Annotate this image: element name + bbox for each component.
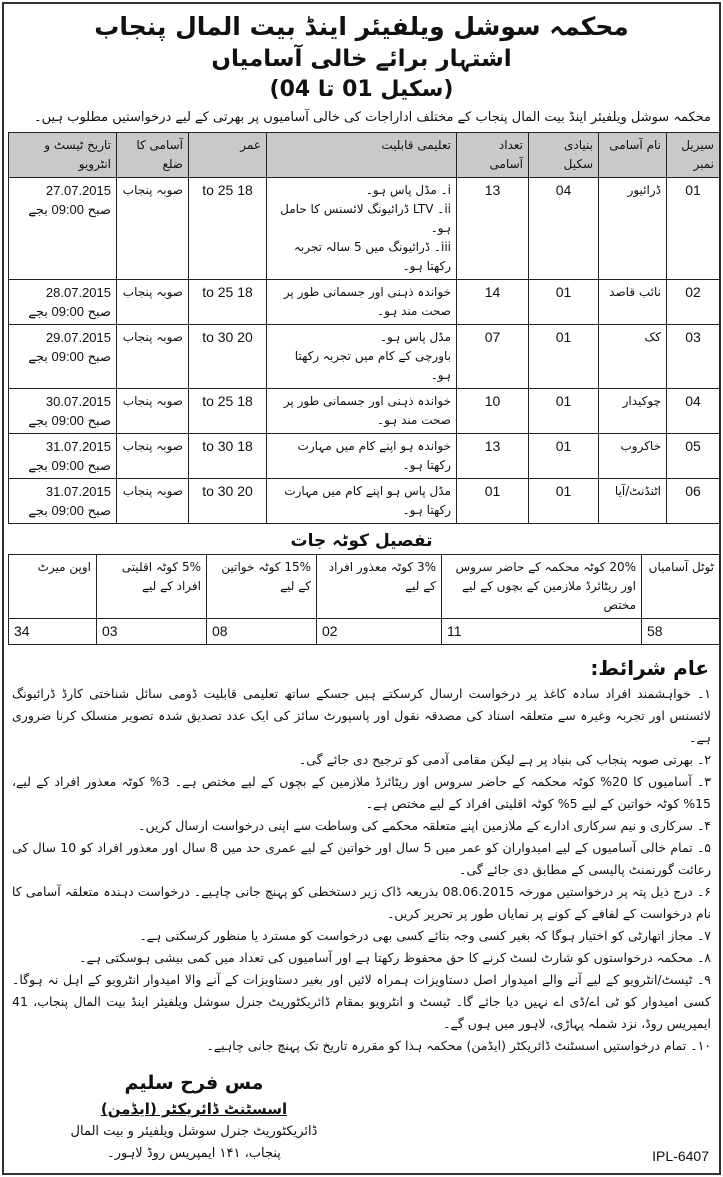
condition-item: ۲۔ بھرتی صوبہ پنجاب کی بنیاد پر ہے لیکن مقامی آدمی کو ترجیح دی جائے گی۔ xyxy=(298,752,711,768)
qualification-line: خواندہ ذہنی اور جسمانی طور پر صحت مند ہو۔ xyxy=(283,285,451,319)
quota-header: 3% کوٹہ معذور افراد کے لیے xyxy=(317,555,442,619)
interview-date-cell xyxy=(9,280,117,325)
interview-date: 31.07.2015 xyxy=(45,439,111,455)
district-cell: صوبہ پنجاب xyxy=(117,325,189,389)
column-header: نام آسامی xyxy=(599,133,667,178)
qualification-line: باورچی کے کام میں تجربہ رکھتا ہو۔ xyxy=(294,349,451,383)
post-count-cell: 10 xyxy=(457,389,529,434)
table-row xyxy=(9,479,720,524)
table-row xyxy=(9,178,720,280)
interview-time: صبح 09:00 بجے xyxy=(28,304,111,320)
table-row xyxy=(9,325,720,389)
table-row xyxy=(9,389,720,434)
serial-cell: 01 xyxy=(667,178,720,280)
scale-cell: 01 xyxy=(529,389,599,434)
serial-cell: 05 xyxy=(667,434,720,479)
qualification-cell xyxy=(267,389,457,434)
quota-table xyxy=(8,554,720,645)
vacancies-table xyxy=(8,132,720,524)
serial-cell: 06 xyxy=(667,479,720,524)
condition-item: ۵۔ تمام خالی آسامیوں کے لیے امیدواران کو عمر میں 5 سال اور خواتین کے لیے عمری حد میں 8 سال اور معذور افراد کو 10 سال کی رعائت گورنمنٹ پالیسی کے مطابق دی جائے گی۔ xyxy=(12,840,711,878)
quota-header: اوپن میرٹ xyxy=(9,555,97,619)
column-header: بنیادی سکیل xyxy=(529,133,599,178)
column-header: آسامی کا ضلع xyxy=(117,133,189,178)
condition-item: ۱۔ خواہشمند افراد سادہ کاغذ پر درخواست ارسال کرسکتے ہیں جسکے ساتھ تعلیمی قابلیت ڈومی سائل شناختی کارڈ ڈرائیونگ لائسنس اور تجربہ وغیرہ سے متعلقہ اسناد کی مصدقہ نقول اور پاسپورٹ سائز کی ایک عدد تصدیق شدہ تصویر منسلک کرنا ضروری ہے۔ xyxy=(12,686,711,746)
qualification-line: ii۔ LTV ڈرائیونگ لائسنس کا حامل ہو۔ xyxy=(280,202,451,236)
interview-date: 31.07.2015 xyxy=(45,484,111,500)
intro-text: محکمہ سوشل ویلفیئر اینڈ بیت المال پنجاب کے مختلف اداراجات کی خالی آسامیوں پر بھرتی کے لیے درخواستیں مطلوب ہیں۔ xyxy=(34,110,711,126)
quota-value: 34 xyxy=(9,619,97,645)
footer-area xyxy=(8,1069,715,1165)
interview-time: صبح 09:00 بجے xyxy=(28,413,111,429)
post-name-cell: چوکیدار xyxy=(599,389,667,434)
department-title: محکمہ سوشل ویلفیئر اینڈ بیت المال پنجاب xyxy=(94,12,629,41)
qualification-cell xyxy=(267,325,457,389)
district-cell: صوبہ پنجاب xyxy=(117,280,189,325)
post-count-cell: 13 xyxy=(457,434,529,479)
serial-cell: 03 xyxy=(667,325,720,389)
scale-cell: 01 xyxy=(529,280,599,325)
post-count-cell: 01 xyxy=(457,479,529,524)
column-header: تاریخ ٹیسٹ و انٹرویو xyxy=(9,133,117,178)
district-cell: صوبہ پنجاب xyxy=(117,389,189,434)
qualification-line: خواندہ ہو اپنے کام میں مہارت رکھتا ہو۔ xyxy=(297,439,451,473)
qualification-cell xyxy=(267,178,457,280)
interview-date: 27.07.2015 xyxy=(45,183,111,199)
scale-cell: 01 xyxy=(529,479,599,524)
general-conditions-title: عام شرائط: xyxy=(590,656,709,681)
age-cell: 18 to 30 xyxy=(189,434,267,479)
post-name-cell: خاکروب xyxy=(599,434,667,479)
post-name-cell: اٹنڈنٹ/آیا xyxy=(599,479,667,524)
serial-cell: 02 xyxy=(667,280,720,325)
qualification-line: iii۔ ڈرائیونگ میں 5 سالہ تجربہ رکھتا ہو۔ xyxy=(293,240,451,274)
quota-header: 15% کوٹہ خواتین کے لیے xyxy=(207,555,317,619)
district-cell: صوبہ پنجاب xyxy=(117,178,189,280)
qualification-line: مڈل پاس ہو اپنے کام میں مہارت رکھتا ہو۔ xyxy=(284,484,451,518)
interview-date: 30.07.2015 xyxy=(45,394,111,410)
post-count-cell: 13 xyxy=(457,178,529,280)
quota-title: تفصیل کوٹہ جات xyxy=(290,531,433,552)
quota-value: 58 xyxy=(642,619,720,645)
quota-value: 02 xyxy=(317,619,442,645)
condition-item: ۴۔ سرکاری و نیم سرکاری ادارے کے ملازمین اپنے متعلقہ محکمے کی وساطت سے اپنی درخواست ارسال کریں۔ xyxy=(138,818,711,834)
district-cell: صوبہ پنجاب xyxy=(117,434,189,479)
quota-value: 08 xyxy=(207,619,317,645)
scale-range: (سکیل 01 تا 04) xyxy=(269,76,454,102)
column-header: سیریل نمبر xyxy=(667,133,720,178)
column-header: تعلیمی قابلیت xyxy=(267,133,457,178)
interview-time: صبح 09:00 بجے xyxy=(28,503,111,519)
interview-time: صبح 09:00 بجے xyxy=(28,349,111,365)
quota-value: 03 xyxy=(97,619,207,645)
condition-item: ۹۔ ٹیسٹ/انٹرویو کے لیے آنے والے امیدوار اصل دستاویزات ہمراہ لائیں اور بغیر دستاویزات کے آنے والا امیدوار انٹرویو کے اہل نہ ہوگا۔ کسی امیدوار کو ٹی اے/ڈی اے نہیں دیا جائے گا۔ ٹیسٹ و انٹرویو بمقام ڈائریکٹوریٹ جنرل سوشل ویلفیئر اینڈ بیت المال پنجاب، 41 ایمپریس روڈ، نزد شملہ پہاڑی، لاہور میں ہوں گے۔ xyxy=(12,972,711,1032)
condition-item: ۷۔ مجاز اتھارٹی کو اختیار ہوگا کہ بغیر کسی وجہ بتائے کسی بھی درخواست کو مسترد یا منظور کرسکتی ہے۔ xyxy=(139,928,711,944)
column-header: عمر xyxy=(189,133,267,178)
address-line-1: ڈائریکٹوریٹ جنرل سوشل ویلفیئر و بیت المال xyxy=(70,1124,318,1140)
age-cell: 20 to 30 xyxy=(189,325,267,389)
signature-block xyxy=(64,1069,324,1165)
district-cell: صوبہ پنجاب xyxy=(117,479,189,524)
qualification-cell xyxy=(267,280,457,325)
interview-date-cell xyxy=(9,178,117,280)
qualification-line: خواندہ ذہنی اور جسمانی طور پر صحت مند ہو۔ xyxy=(283,394,451,428)
interview-date: 29.07.2015 xyxy=(45,330,111,346)
quota-header: 5% کوٹہ اقلیتی افراد کے لیے xyxy=(97,555,207,619)
address-line-2: پنجاب، ۱۴۱ ایمپریس روڈ لاہور۔ xyxy=(107,1146,281,1162)
table-row xyxy=(9,280,720,325)
post-name-cell: کک xyxy=(599,325,667,389)
quota-header: ٹوٹل آسامیاں xyxy=(642,555,720,619)
age-cell: 18 to 25 xyxy=(189,280,267,325)
quota-value: 11 xyxy=(442,619,642,645)
post-name-cell: نائب قاصد xyxy=(599,280,667,325)
conditions-list xyxy=(8,683,715,1057)
scale-cell: 04 xyxy=(529,178,599,280)
ad-subtitle: اشتہار برائے خالی آسامیاں xyxy=(211,45,512,72)
age-cell: 18 to 25 xyxy=(189,389,267,434)
interview-date-cell xyxy=(9,325,117,389)
post-count-cell: 14 xyxy=(457,280,529,325)
age-cell: 20 to 30 xyxy=(189,479,267,524)
post-name-cell: ڈرائیور xyxy=(599,178,667,280)
interview-date: 28.07.2015 xyxy=(45,285,111,301)
interview-date-cell xyxy=(9,479,117,524)
qualification-line: i۔ مڈل پاس ہو۔ xyxy=(365,183,451,198)
interview-time: صبح 09:00 بجے xyxy=(28,458,111,474)
scale-cell: 01 xyxy=(529,325,599,389)
qualification-line: مڈل پاس ہو۔ xyxy=(380,330,451,345)
condition-item: ۶۔ درج ذیل پتہ پر درخواستیں مورخہ 08.06.2015 بذریعہ ڈاک زیر دستخطی کو پہنچ جانی چاہیے۔ درخواست دہندہ متعلقہ آسامی کا نام درخواست کے لفافے کے کونے پر نمایاں طور پر تحریر کریں۔ xyxy=(12,884,711,922)
quota-header: 20% کوٹہ محکمہ کے حاضر سروس اور ریٹائرڈ ملازمین کے بچوں کے لیے مختص xyxy=(442,555,642,619)
qualification-cell xyxy=(267,479,457,524)
table-row xyxy=(9,434,720,479)
condition-item: ۳۔ آسامیوں کا 20% کوٹہ محکمہ کے حاضر سروس اور ریٹائرڈ ملازمین کے بچوں کے لیے مختص ہے۔ 3% کوٹہ معذور افراد کے لیے، 15% کوٹہ خواتین کے لیے 5% کوٹہ اقلیتی افراد کے لیے مختص ہے۔ xyxy=(12,774,711,812)
interview-date-cell xyxy=(9,434,117,479)
interview-date-cell xyxy=(9,389,117,434)
serial-cell: 04 xyxy=(667,389,720,434)
condition-item: ۸۔ محکمہ درخواستوں کو شارٹ لسٹ کرنے کا حق محفوظ رکھتا ہے اور آسامیوں کی تعداد میں کمی بیشی ہوسکتی ہے۔ xyxy=(79,950,711,966)
signatory-name: مس فرح سلیم xyxy=(124,1072,264,1095)
column-header: تعداد آسامی xyxy=(457,133,529,178)
scale-cell: 01 xyxy=(529,434,599,479)
condition-item: ۱۰۔ تمام درخواستیں اسسٹنٹ ڈائریکٹر (ایڈمن) محکمہ ہذا کو مقررہ تاریخ تک پہنچ جانی چاہیے۔ xyxy=(206,1038,711,1054)
advertisement-page xyxy=(2,2,721,1175)
qualification-cell xyxy=(267,434,457,479)
post-count-cell: 07 xyxy=(457,325,529,389)
interview-time: صبح 09:00 بجے xyxy=(28,202,111,218)
signatory-title: اسسٹنٹ ڈائریکٹر (ایڈمن) xyxy=(100,1100,288,1119)
age-cell: 18 to 25 xyxy=(189,178,267,280)
ad-reference: IPL-6407 xyxy=(652,1148,709,1165)
